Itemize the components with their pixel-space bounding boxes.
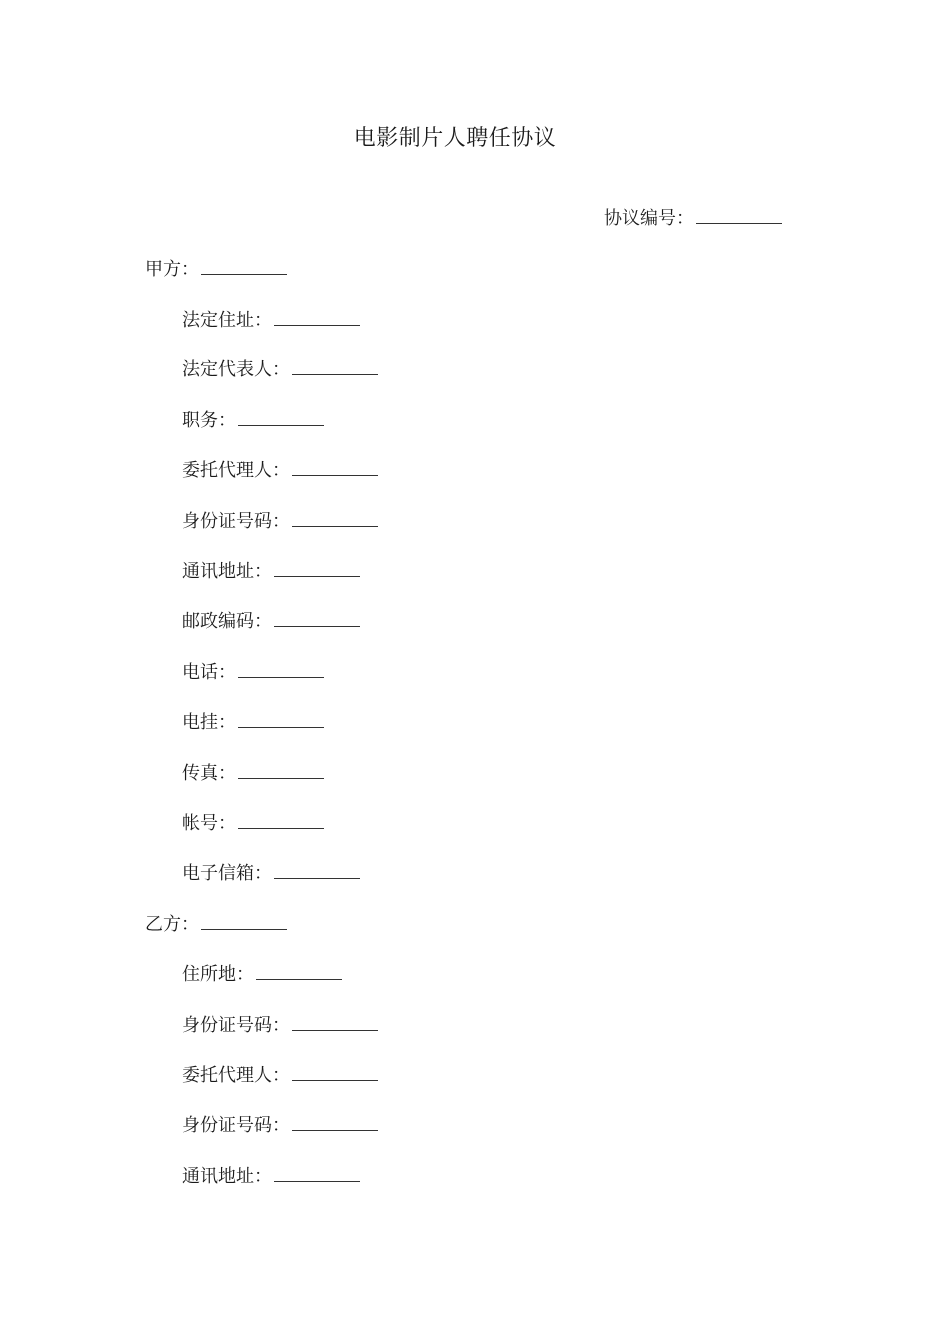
field-label: 电话： — [182, 662, 236, 683]
field-blank[interactable] — [292, 1066, 378, 1081]
field-label: 电子信箱： — [182, 863, 272, 884]
field-blank[interactable] — [238, 663, 324, 678]
party-b-field-agent — [182, 1064, 378, 1088]
field-label: 委托代理人： — [182, 1065, 290, 1086]
field-label: 通讯地址： — [182, 1166, 272, 1187]
field-label: 委托代理人： — [182, 460, 290, 481]
field-blank[interactable] — [274, 562, 360, 577]
party-a-field-fax — [182, 762, 324, 786]
field-blank[interactable] — [238, 764, 324, 779]
party-b-field-agent-id-number — [182, 1114, 378, 1138]
field-label: 法定住址： — [182, 310, 272, 331]
party-b-label: 乙方： — [145, 914, 199, 935]
party-a-field-email — [182, 862, 360, 886]
field-blank[interactable] — [274, 311, 360, 326]
field-blank[interactable] — [292, 512, 378, 527]
field-label: 帐号： — [182, 813, 236, 834]
party-b-field-mailing-address — [182, 1165, 360, 1189]
party-a-field-telegraph — [182, 711, 324, 735]
party-a-field-position — [182, 409, 324, 433]
field-label: 身份证号码： — [182, 1015, 290, 1036]
party-a-blank[interactable] — [201, 260, 287, 275]
party-a-line — [145, 258, 287, 282]
field-blank[interactable] — [256, 965, 342, 980]
party-a-field-mailing-address — [182, 560, 360, 584]
party-a-field-legal-representative — [182, 358, 378, 382]
party-b-blank[interactable] — [201, 915, 287, 930]
field-blank[interactable] — [292, 1116, 378, 1131]
field-label: 法定代表人： — [182, 359, 290, 380]
field-label: 邮政编码： — [182, 611, 272, 632]
party-a-field-account — [182, 812, 324, 836]
field-blank[interactable] — [238, 713, 324, 728]
party-b-field-id-number — [182, 1014, 378, 1038]
party-b-field-domicile — [182, 963, 342, 987]
party-a-label: 甲方： — [145, 259, 199, 280]
field-label: 传真： — [182, 763, 236, 784]
party-a-field-postal-code — [182, 610, 360, 634]
field-blank[interactable] — [292, 461, 378, 476]
party-a-field-id-number — [182, 510, 378, 534]
field-blank[interactable] — [274, 864, 360, 879]
agreement-number-blank[interactable] — [696, 209, 782, 224]
field-blank[interactable] — [238, 411, 324, 426]
field-blank[interactable] — [292, 360, 378, 375]
party-a-field-agent — [182, 459, 378, 483]
document-title: 电影制片人聘任协议 — [353, 126, 557, 151]
agreement-number-label: 协议编号： — [604, 208, 694, 229]
party-b-line — [145, 913, 287, 937]
field-label: 住所地： — [182, 964, 254, 985]
field-blank[interactable] — [274, 612, 360, 627]
agreement-number-line — [604, 207, 782, 231]
field-label: 通讯地址： — [182, 561, 272, 582]
field-label: 职务： — [182, 410, 236, 431]
field-blank[interactable] — [238, 814, 324, 829]
party-a-field-phone — [182, 661, 324, 685]
party-a-field-legal-address — [182, 309, 360, 333]
field-label: 电挂： — [182, 712, 236, 733]
field-blank[interactable] — [292, 1016, 378, 1031]
field-blank[interactable] — [274, 1167, 360, 1182]
field-label: 身份证号码： — [182, 511, 290, 532]
field-label: 身份证号码： — [182, 1115, 290, 1136]
